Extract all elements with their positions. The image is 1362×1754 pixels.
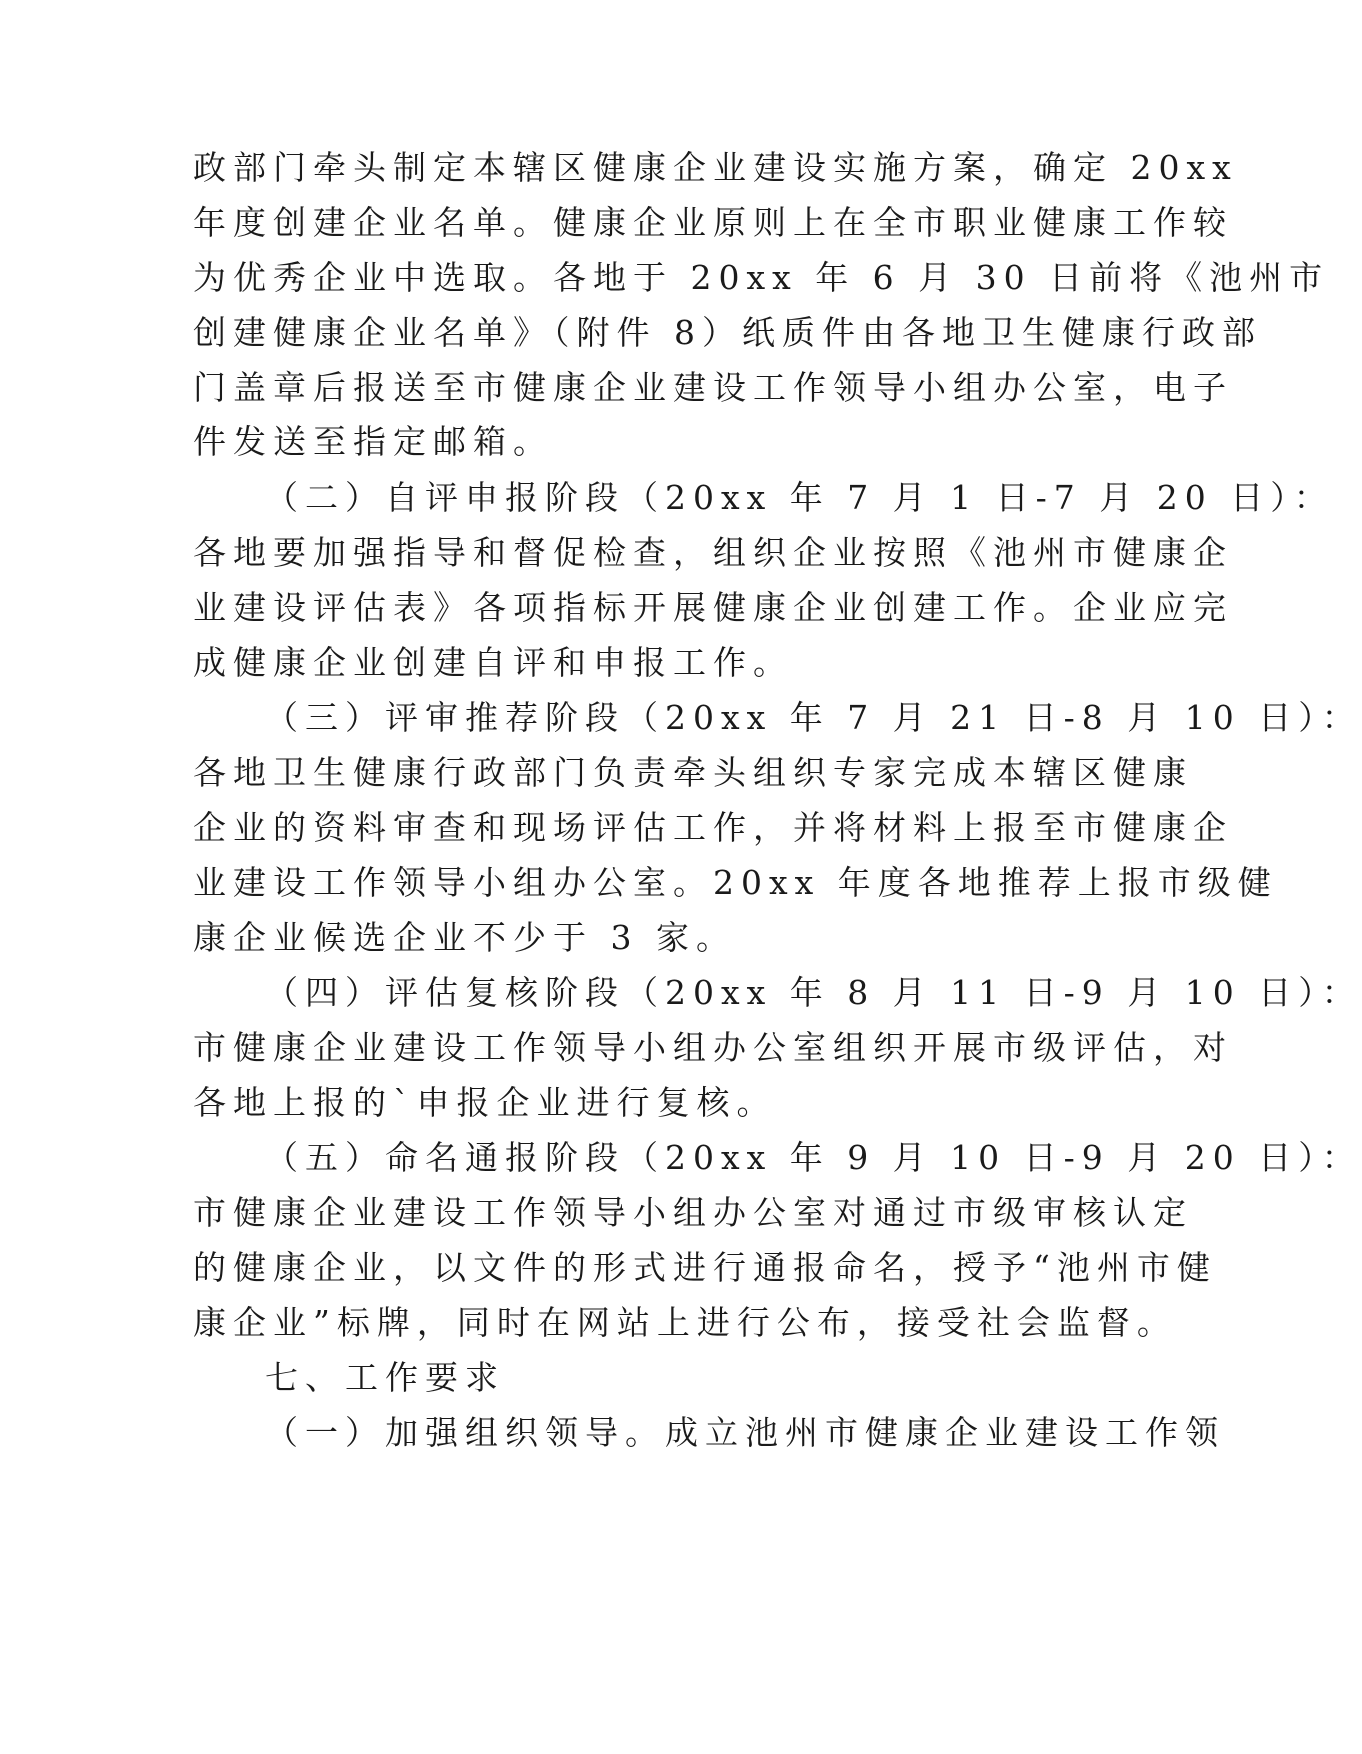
paragraph-line: 业建设评估表》各项指标开展健康企业创建工作。企业应完 [193,588,1233,627]
paragraph-line: 各地上报的`申报企业进行复核。 [193,1083,777,1122]
paragraph-line: 创建健康企业名单》（附件 8）纸质件由各地卫生健康行政部 [193,313,1262,352]
paragraph-line: 为优秀企业中选取。各地于 20xx 年 6 月 30 日前将《池州市 [193,258,1330,297]
paragraph-line: 各地要加强指导和督促检查，组织企业按照《池州市健康企 [193,533,1233,572]
paragraph-line: 件发送至指定邮箱。 [193,422,553,461]
paragraph-line: 市健康企业建设工作领导小组办公室对通过市级审核认定 [193,1193,1193,1232]
section-heading-line: （四）评估复核阶段（20xx 年 8 月 11 日-9 月 10 日）： [265,973,1362,1012]
section-heading-line: 七、工作要求 [265,1358,505,1397]
paragraph-line: 康企业”标牌，同时在网站上进行公布，接受社会监督。 [193,1303,1177,1342]
paragraph-line: 的健康企业，以文件的形式进行通报命名，授予“池州市健 [193,1248,1217,1287]
paragraph-line: 门盖章后报送至市健康企业建设工作领导小组办公室，电子 [193,368,1233,407]
paragraph-line: 企业的资料审查和现场评估工作，并将材料上报至市健康企 [193,808,1233,847]
paragraph-line: 市健康企业建设工作领导小组办公室组织开展市级评估，对 [193,1028,1233,1067]
section-heading-line: （二）自评申报阶段（20xx 年 7 月 1 日-7 月 20 日）： [265,478,1334,517]
paragraph-line: 各地卫生健康行政部门负责牵头组织专家完成本辖区健康 [193,753,1193,792]
section-heading-line: （一）加强组织领导。成立池州市健康企业建设工作领 [265,1413,1225,1452]
paragraph-line: 业建设工作领导小组办公室。20xx 年度各地推荐上报市级健 [193,863,1278,902]
paragraph-line: 康企业候选企业不少于 3 家。 [193,918,736,957]
paragraph-line: 年度创建企业名单。健康企业原则上在全市职业健康工作较 [193,203,1233,242]
paragraph-line: 成健康企业创建自评和申报工作。 [193,643,793,682]
section-heading-line: （三）评审推荐阶段（20xx 年 7 月 21 日-8 月 10 日）： [265,698,1362,737]
section-heading-line: （五）命名通报阶段（20xx 年 9 月 10 日-9 月 20 日）： [265,1138,1362,1177]
paragraph-line: 政部门牵头制定本辖区健康企业建设实施方案，确定 20xx [193,148,1238,187]
